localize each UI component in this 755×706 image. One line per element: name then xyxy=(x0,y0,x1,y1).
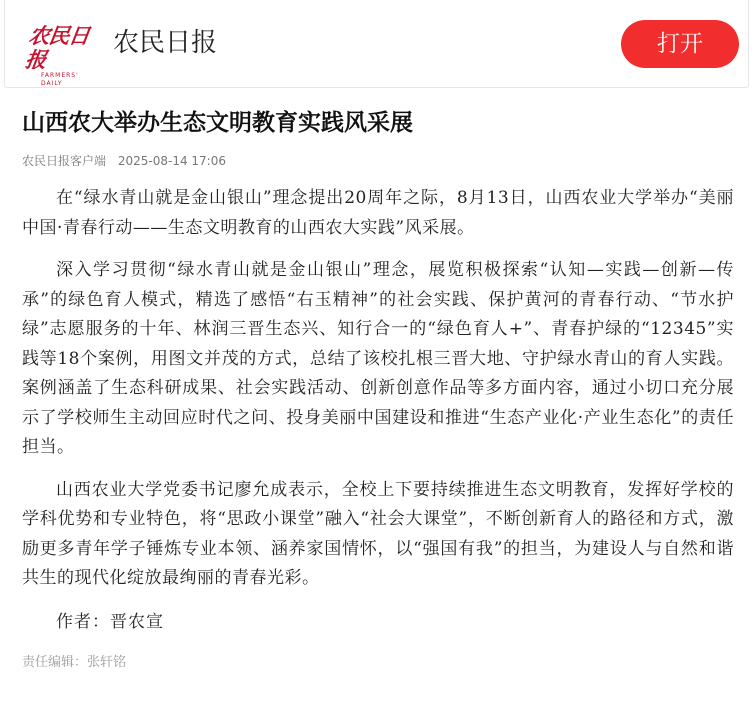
open-app-button[interactable]: 打开 xyxy=(621,20,739,68)
article-author: 作者：晋农宣 xyxy=(56,611,164,632)
logo-subtext: FARMERS' DAILY xyxy=(41,72,79,87)
article-title: 山西农大举办生态文明教育实践风采展 xyxy=(22,110,413,136)
article-source: 农民日报客户端 xyxy=(22,154,107,168)
article-datetime: 2025-08-14 17:06 xyxy=(117,154,226,168)
app-header xyxy=(4,0,749,88)
app-name: 农民日报 xyxy=(113,28,218,58)
article-paragraph: 在“绿水青山就是金山银山”理念提出20周年之际，8月13日，山西农业大学举办“美丽中国·青春行动——生态文明教育的山西农大实践”风采展。 xyxy=(22,188,734,238)
responsible-editor: 责任编辑：张轩铭 xyxy=(22,654,127,670)
newspaper-logo[interactable] xyxy=(23,23,101,87)
article xyxy=(22,96,734,673)
article-meta xyxy=(22,152,734,170)
logo-calligraphy: 农民日报 xyxy=(23,23,91,72)
article-paragraph: 深入学习贯彻“绿水青山就是金山银山”理念，展览积极探索“认知—实践—创新—传承”的绿色育人模式，精选了感悟“右玉精神”的社会实践、保护黄河的青春行动、“节水护绿”志愿服务的十年、林润三晋生态兴、知行合一的“绿色育人+”、青春护绿的“12345”实践等18个案例，用图文并茂的方式，总结了该校扎根三晋大地、守护绿水青山的育人实践。案例涵盖了生态科研成果、社会实践活动、创新创意作品等多方面内容，通过小切口充分展示了学校师生主动回应时代之问、投身美丽中国建设和推进“生态产业化·产业生态化”的责任担当。 xyxy=(22,260,734,457)
article-paragraph: 山西农业大学党委书记廖允成表示，全校上下要持续推进生态文明教育，发挥好学校的学科优势和专业特色，将“思政小课堂”融入“社会大课堂”，不断创新育人的路径和方式，激励更多青年学子锤炼专业本领、涵养家国情怀，以“强国有我”的担当，为建设人与自然和谐共生的现代化绽放最绚丽的青春光彩。 xyxy=(22,479,734,588)
article-body xyxy=(22,184,734,594)
